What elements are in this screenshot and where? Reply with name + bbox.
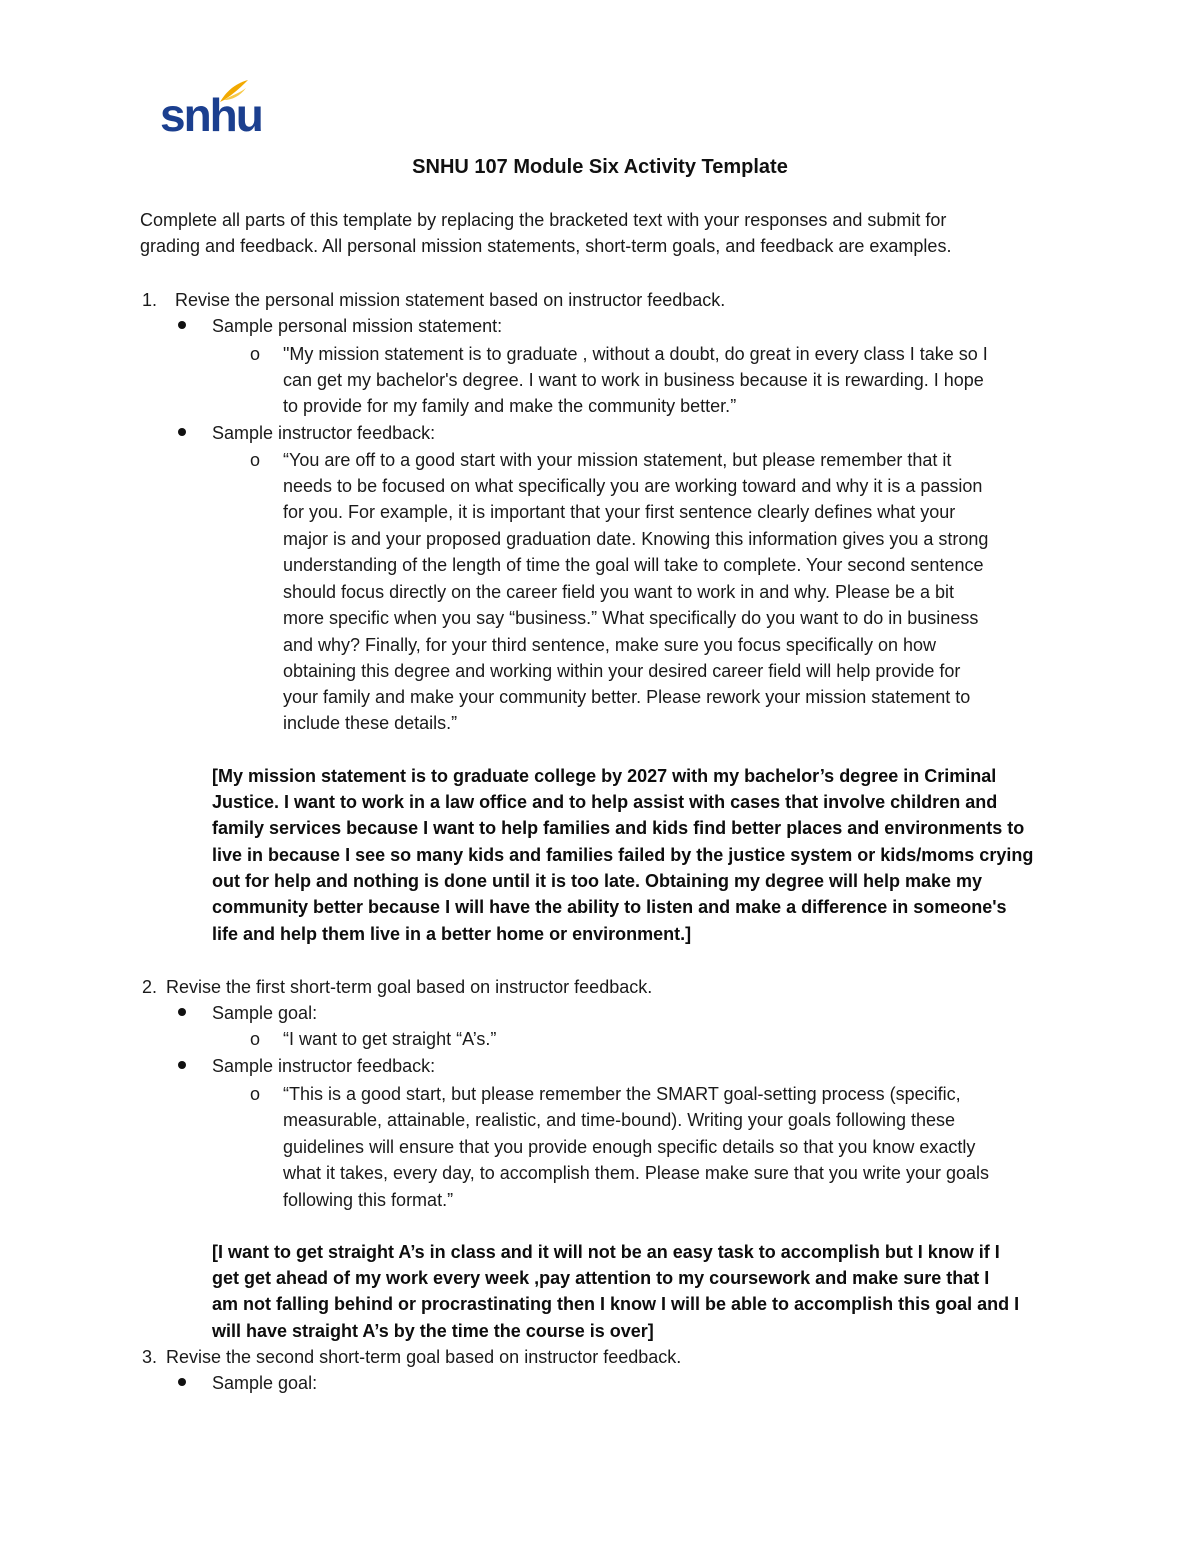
circle-bullet-icon: o (250, 450, 261, 470)
bullet-label: Sample instructor feedback: (212, 423, 436, 443)
feedback-text-line: more specific when you say “business.” What specifically do you want to do in business (283, 608, 979, 628)
response-text-line: live in because I see so many kids and families failed by the justice system or kids/moms crying (212, 845, 1034, 865)
sample-text-line: “I want to get straight “A’s.” (283, 1029, 497, 1049)
logo-wordmark: snhu (160, 89, 262, 141)
feedback-text-line: “You are off to a good start with your mission statement, but please remember that it (283, 450, 952, 470)
sample-text-line: can get my bachelor's degree. I want to work in business because it is rewarding. I hope (283, 370, 984, 390)
section-number: 1. (142, 290, 158, 310)
feedback-text-line: “This is a good start, but please remember the SMART goal-setting process (specific, (283, 1084, 961, 1104)
bullet-label: Sample goal: (212, 1003, 318, 1023)
feedback-text-line: should focus directly on the career field you want to work in and why. Please be a bit (283, 582, 955, 602)
bullet-dot-icon (178, 321, 186, 329)
response-text-line: family services because I want to help families and kids find better places and environments to (212, 818, 1025, 838)
feedback-text-line: your family and make your community better. Please rework your mission statement to (283, 687, 971, 707)
feedback-text-line: for you. For example, it is important that your first sentence clearly defines what your (283, 502, 956, 522)
feedback-text-line: and why? Finally, for your third sentence, make sure you focus specifically on how (283, 635, 936, 655)
feedback-text-line: obtaining this degree and working within your desired career field will help provide for (283, 661, 961, 681)
bullet-dot-icon (178, 1061, 186, 1069)
sample-text-line: "My mission statement is to graduate , without a doubt, do great in every class I take so I (283, 344, 988, 364)
response-text-line: Justice. I want to work in a law office and to help assist with cases that involve children and (212, 792, 998, 812)
section-number: 3. (142, 1347, 158, 1367)
response-text-line: will have straight A’s by the time the course is over] (212, 1321, 654, 1341)
response-text-line: community better because I will have the ability to listen and make a difference in someone's (212, 897, 1007, 917)
snhu-logo (160, 78, 262, 142)
feedback-text-line: what it takes, every day, to accomplish them. Please make sure that you write your goals (283, 1163, 989, 1183)
feedback-text-line: following this format.” (283, 1190, 454, 1210)
bullet-label: Sample instructor feedback: (212, 1056, 436, 1076)
response-text-line: [I want to get straight A’s in class and it will not be an easy task to accomplish but I know if I (212, 1242, 1000, 1262)
feedback-text-line: measurable, attainable, realistic, and time-bound). Writing your goals following these (283, 1110, 956, 1130)
section-heading: Revise the second short-term goal based on instructor feedback. (166, 1347, 682, 1367)
feedback-text-line: major is and your proposed graduation date. Knowing this information gives you a strong (283, 529, 989, 549)
bullet-label: Sample goal: (212, 1373, 318, 1393)
circle-bullet-icon: o (250, 1084, 261, 1104)
feedback-text-line: guidelines will ensure that you provide enough specific details so that you know exactly (283, 1137, 976, 1157)
response-text-line: life and help them live in a better home or environment.] (212, 924, 692, 944)
circle-bullet-icon: o (250, 344, 261, 364)
section-number: 2. (142, 977, 158, 997)
intro-line: grading and feedback. All personal mission statements, short-term goals, and feedback are examples. (140, 236, 952, 256)
feedback-text-line: needs to be focused on what specifically you are working toward and why it is a passion (283, 476, 983, 496)
section-heading: Revise the personal mission statement based on instructor feedback. (175, 290, 726, 310)
bullet-dot-icon (178, 1378, 186, 1386)
response-text-line: out for help and nothing is done until it is too late. Obtaining my degree will help make my (212, 871, 983, 891)
page-title: SNHU 107 Module Six Activity Template (412, 156, 788, 178)
response-text-line: am not falling behind or procrastinating then I know I will be able to accomplish this goal and I (212, 1294, 1020, 1314)
response-text-line: [My mission statement is to graduate college by 2027 with my bachelor’s degree in Criminal (212, 766, 997, 786)
response-text-line: get get ahead of my work every week ,pay attention to my coursework and make sure that I (212, 1268, 990, 1288)
bullet-dot-icon (178, 428, 186, 436)
section-heading: Revise the first short-term goal based on instructor feedback. (166, 977, 653, 997)
bullet-label: Sample personal mission statement: (212, 316, 503, 336)
intro-line: Complete all parts of this template by replacing the bracketed text with your responses and submit for (140, 210, 947, 230)
sample-text-line: to provide for my family and make the community better.” (283, 396, 737, 416)
bullet-dot-icon (178, 1008, 186, 1016)
feedback-text-line: understanding of the length of time the goal will take to complete. Your second sentence (283, 555, 984, 575)
circle-bullet-icon: o (250, 1029, 261, 1049)
feedback-text-line: include these details.” (283, 713, 458, 733)
